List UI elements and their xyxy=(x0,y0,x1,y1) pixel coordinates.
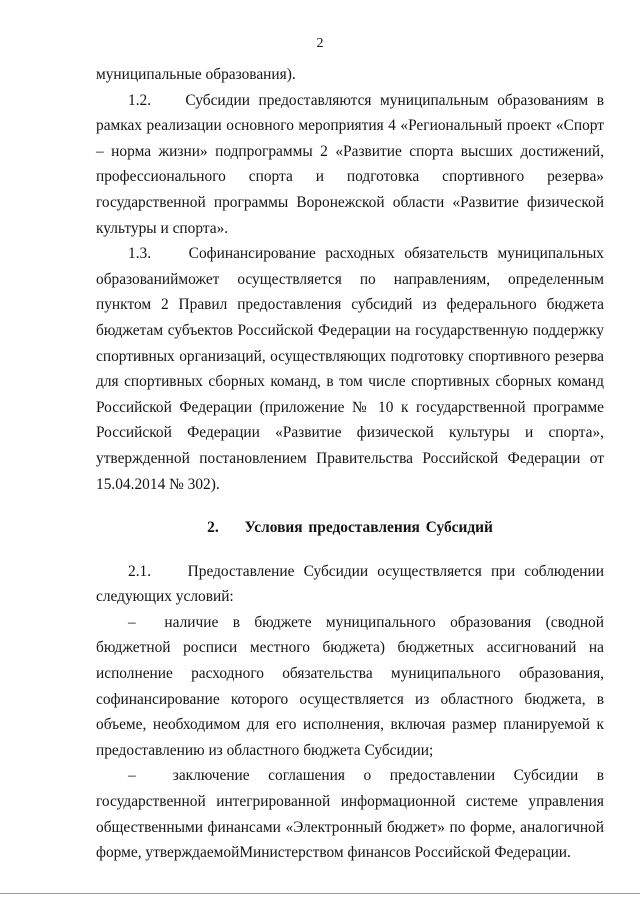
page-number: 2 xyxy=(316,36,324,51)
paragraph-2-1: 2.1. Предоставление Субсидии осуществляется при соблюдении следующих условий: xyxy=(96,562,604,606)
list-item-budget-allocation: – наличие в бюджете муниципального образования (сводной бюджетной росписи местного бюджета) бюджетных ассигнований на исполнение расходного обязательства муниципального образования, софинансирование которого осуществляется из областного бюджета, в объеме, необходимом для его исполнения, включая размер планируемой к предоставлению из областного бюджета Субсидии; xyxy=(96,613,604,759)
list-item-agreement: – заключение соглашения о предоставлении Субсидии в государственной интегрированной информационной системе управления общественными финансами «Электронный бюджет» по форме, аналогичной форме, утверждаемойМинистерством финансов Российской Федерации. xyxy=(96,767,604,862)
paragraph-continuation: муниципальные образования). xyxy=(96,66,296,83)
section-heading xyxy=(96,515,604,541)
paragraph-1-2: 1.2. Субсидии предоставляются муниципальным образованиям в рамках реализации основного мероприятия 4 «Региональный проект «Спорт – норма жизни» подпрограммы 2 «Развитие спорта высших достижений, профессионального спорта и подготовка спортивного резерва» государственной программы Воронежской области «Развитие физической культуры и спорта». xyxy=(96,91,604,237)
document-body xyxy=(96,62,604,866)
section-number: 2. xyxy=(207,519,219,537)
page-bottom-divider xyxy=(0,893,640,894)
paragraph-1-3: 1.3. Софинансирование расходных обязательств муниципальных образованийможет осуществляется по направлениям, определенным пунктом 2 Правил предоставления субсидий из федерального бюджета бюджетам субъектов Российской Федерации на государственную поддержку спортивных организаций, осуществляющих подготовку спортивного резерва для спортивных сборных команд, в том числе спортивных сборных команд Российской Федерации (приложение № 10 к государственной программе Российской Федерации «Развитие физической культуры и спорта», утвержденной постановлением Правительства Российской Федерации от 15.04.2014 № 302). xyxy=(96,245,604,493)
section-title: Условия предоставления Субсидий xyxy=(244,519,493,537)
